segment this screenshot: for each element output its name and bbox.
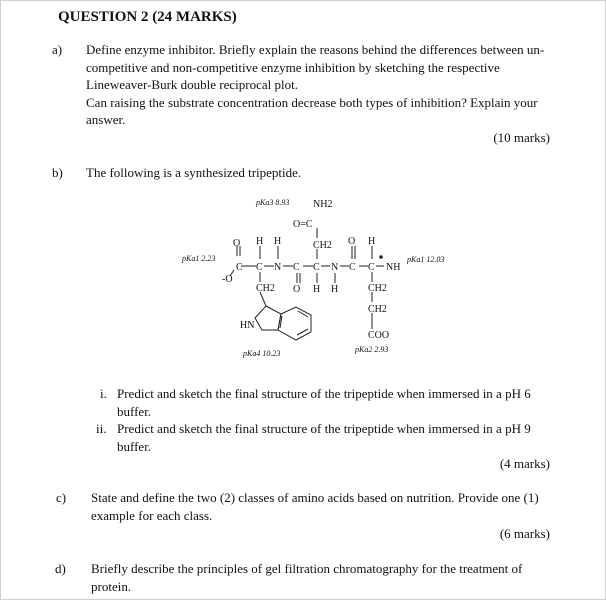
h-label-4: H bbox=[313, 284, 321, 295]
c-label-4: C bbox=[313, 262, 320, 273]
o-label-bottom: O bbox=[293, 284, 301, 295]
c-label-1: C bbox=[236, 262, 243, 273]
part-b-marks: (4 marks) bbox=[499, 456, 550, 471]
ch2-label-trp: CH2 bbox=[256, 283, 275, 294]
part-d-line-1: Briefly describe the principles of gel filtration chromatography for the treatment of bbox=[91, 561, 523, 576]
n-label-1: N bbox=[274, 262, 282, 273]
h-label-1: H bbox=[256, 236, 264, 247]
part-a-line-4: Can raising the substrate concentration decrease both types of inhibition? Explain your bbox=[86, 94, 538, 110]
tripeptide-structure bbox=[170, 196, 460, 362]
part-c-label: c) bbox=[56, 490, 67, 505]
c-label-2: C bbox=[256, 262, 263, 273]
pka-left: pKa1 2.23 bbox=[182, 254, 216, 263]
nh2-label: NH2 bbox=[313, 199, 333, 210]
pka-top: pKa3 8.93 bbox=[256, 198, 290, 207]
ch2-label-right-2: CH2 bbox=[368, 304, 387, 315]
n-label-2: N bbox=[331, 262, 339, 273]
ch2-label-top: CH2 bbox=[313, 240, 332, 251]
coo-label: COO bbox=[368, 330, 390, 341]
part-a-text bbox=[86, 41, 551, 129]
minus-o-label: -O bbox=[222, 274, 233, 285]
part-d-text bbox=[91, 560, 551, 595]
part-b-i-line-1: Predict and sketch the final structure of the tripeptide when immersed in a pH 6 bbox=[117, 386, 531, 401]
part-a-line-2: competitive and non-competitive enzyme inhibition by sketching the respective bbox=[86, 59, 500, 75]
part-a-line-3: Lineweaver-Burk double reciprocal plot. bbox=[86, 77, 298, 92]
part-c-text bbox=[91, 489, 551, 524]
part-b-ii-line-2: buffer. bbox=[117, 438, 152, 454]
h-label-3: H bbox=[368, 236, 376, 247]
part-b-i-line-2: buffer. bbox=[117, 403, 152, 419]
part-b-ii-line-1: Predict and sketch the final structure of the tripeptide when immersed in a pH 9 bbox=[117, 421, 531, 436]
part-c-line-1: State and define the two (2) classes of amino acids based on nutrition. Provide one (1) bbox=[91, 490, 539, 505]
nh-label: NH bbox=[386, 262, 401, 273]
o-label-left: O bbox=[233, 238, 241, 249]
part-a-label: a) bbox=[52, 42, 63, 57]
pka-bottom-right: pKa2 2.93 bbox=[355, 345, 389, 354]
part-c-line-2: example for each class. bbox=[91, 507, 213, 523]
o-label-right: O bbox=[348, 236, 356, 247]
h-label-2: H bbox=[274, 236, 282, 247]
h-label-5: H bbox=[331, 284, 339, 295]
c-label-6: C bbox=[368, 262, 375, 273]
part-c-marks: (6 marks) bbox=[499, 526, 550, 541]
part-d-label: d) bbox=[55, 561, 66, 576]
part-a-marks: (10 marks) bbox=[493, 130, 550, 145]
part-a-line-1: Define enzyme inhibitor. Briefly explain the reasons behind the differences between un- bbox=[86, 42, 545, 57]
c-label-5: C bbox=[349, 262, 356, 273]
part-a-line-5: answer. bbox=[86, 112, 126, 127]
ch2-label-right-1: CH2 bbox=[368, 283, 387, 294]
o-eq-c-label: O=C bbox=[293, 219, 313, 230]
radical-dot bbox=[379, 255, 383, 259]
part-b-i-label: i. bbox=[100, 386, 107, 401]
pka-bottom-left: pKa4 10.23 bbox=[243, 349, 281, 358]
hn-label: HN bbox=[240, 320, 255, 331]
question-title: QUESTION 2 (24 MARKS) bbox=[58, 9, 237, 25]
part-b-ii-text bbox=[117, 420, 551, 455]
part-b-i-text bbox=[117, 385, 551, 420]
pka-right: pKa1 12.03 bbox=[407, 255, 445, 264]
part-d-line-2: protein. bbox=[91, 578, 132, 594]
part-b-label: b) bbox=[52, 165, 63, 180]
part-b-intro: The following is a synthesized tripeptide. bbox=[86, 165, 302, 180]
c-label-3: C bbox=[293, 262, 300, 273]
part-b-ii-label: ii. bbox=[96, 421, 107, 436]
